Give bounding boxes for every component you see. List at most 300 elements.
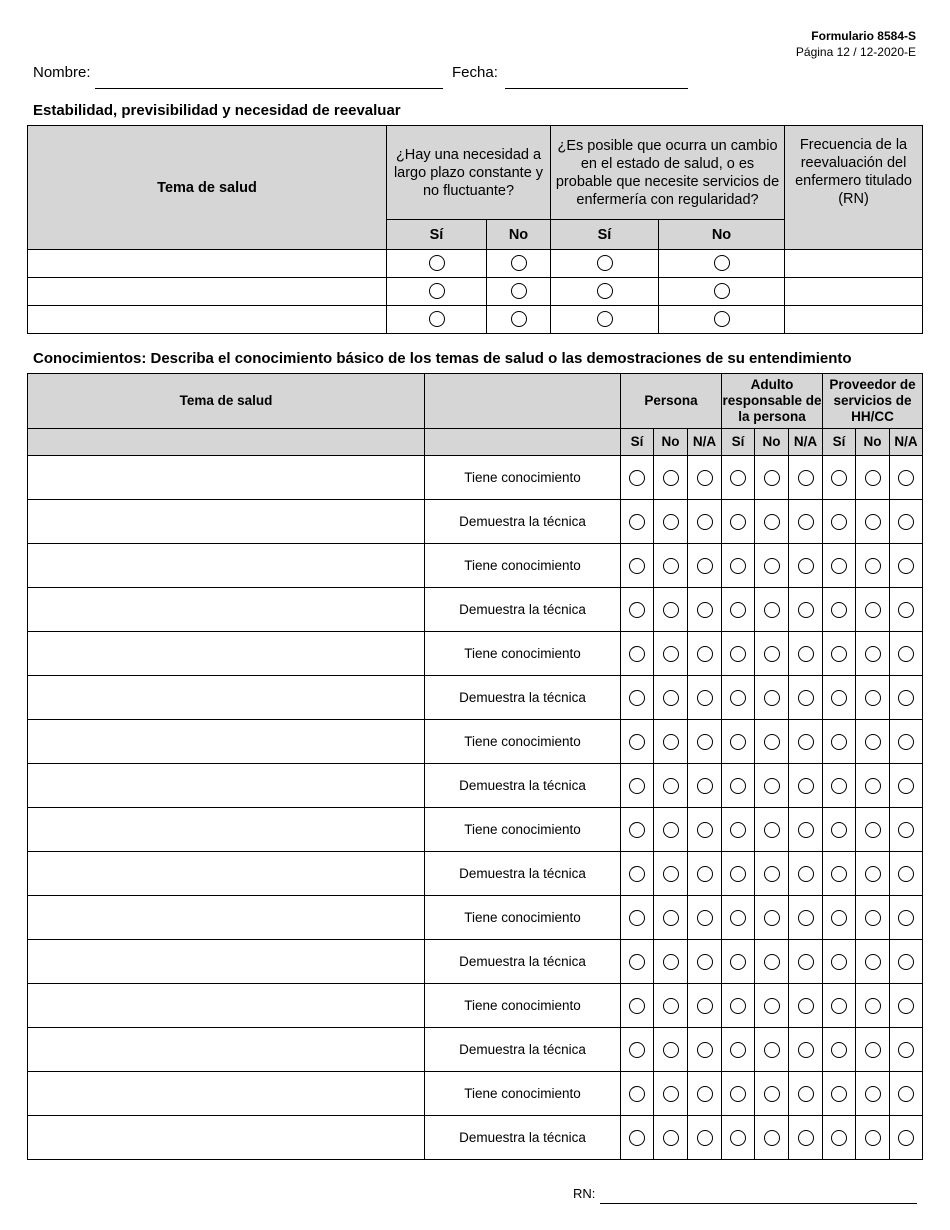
proveedor-no-radio[interactable] [865,822,881,838]
adulto-yes-cell [722,1028,755,1072]
persona-no-radio[interactable] [663,690,679,706]
q2-yes-cell [551,250,659,278]
adulto-na-cell [789,1028,823,1072]
adulto-no-cell [755,808,789,852]
persona-no-header: No [654,429,688,456]
persona-no-cell [654,544,688,588]
adulto-yes-cell [722,984,755,1028]
proveedor-no-radio[interactable] [865,646,881,662]
proveedor-no-radio[interactable] [865,998,881,1014]
proveedor-yes-radio[interactable] [831,866,847,882]
persona-na-radio[interactable] [697,1086,713,1102]
proveedor-no-radio[interactable] [865,734,881,750]
persona-na-cell [688,940,722,984]
persona-na-cell [688,1116,722,1160]
persona-no-radio[interactable] [663,1086,679,1102]
persona-na-cell [688,764,722,808]
persona-no-radio[interactable] [663,866,679,882]
q1-yes-radio[interactable] [429,283,445,299]
adulto-yes-radio[interactable] [730,954,746,970]
persona-no-radio[interactable] [663,822,679,838]
rn-signature-field[interactable] [600,1203,917,1204]
adulto-yes-radio[interactable] [730,558,746,574]
persona-yes-radio[interactable] [629,1130,645,1146]
health-topic-input[interactable] [28,764,425,808]
adulto-yes-radio[interactable] [730,778,746,794]
proveedor-na-radio[interactable] [898,470,914,486]
persona-no-cell [654,500,688,544]
health-topic-input[interactable] [28,278,387,306]
proveedor-no-radio[interactable] [865,1130,881,1146]
stability-table [27,125,923,334]
proveedor-yes-header: Sí [823,429,856,456]
adulto-yes-radio[interactable] [730,690,746,706]
persona-na-radio[interactable] [697,514,713,530]
adulto-yes-radio[interactable] [730,734,746,750]
adulto-no-radio[interactable] [764,998,780,1014]
proveedor-no-cell [856,1116,890,1160]
adulto-yes-cell [722,632,755,676]
persona-na-radio[interactable] [697,646,713,662]
persona-yes-radio[interactable] [629,602,645,618]
table-row [28,852,923,896]
proveedor-yes-radio[interactable] [831,778,847,794]
persona-no-cell [654,456,688,500]
adulto-na-cell [789,676,823,720]
persona-no-radio[interactable] [663,954,679,970]
persona-na-radio[interactable] [697,470,713,486]
adulto-yes-cell [722,940,755,984]
adulto-yes-cell [722,588,755,632]
adulto-no-cell [755,588,789,632]
row-type-label: Demuestra la técnica [425,500,621,544]
adulto-no-radio[interactable] [764,866,780,882]
adulto-no-radio[interactable] [764,734,780,750]
persona-na-radio[interactable] [697,998,713,1014]
proveedor-na-radio[interactable] [898,778,914,794]
persona-yes-radio[interactable] [629,1086,645,1102]
rn-frequency-input[interactable] [785,306,923,334]
adulto-no-radio[interactable] [764,954,780,970]
persona-yes-cell [621,764,654,808]
proveedor-na-radio[interactable] [898,1086,914,1102]
proveedor-no-radio[interactable] [865,470,881,486]
persona-no-radio[interactable] [663,558,679,574]
proveedor-yes-radio[interactable] [831,998,847,1014]
proveedor-no-radio[interactable] [865,866,881,882]
proveedor-no-radio[interactable] [865,778,881,794]
adulto-na-radio[interactable] [798,954,814,970]
persona-yes-radio[interactable] [629,470,645,486]
proveedor-na-radio[interactable] [898,1042,914,1058]
row-type-label: Tiene conocimiento [425,896,621,940]
adulto-na-radio[interactable] [798,778,814,794]
proveedor-no-cell [856,632,890,676]
proveedor-na-radio[interactable] [898,690,914,706]
persona-no-cell [654,764,688,808]
q2-no-header: No [659,220,785,250]
proveedor-no-radio[interactable] [865,954,881,970]
persona-na-cell [688,500,722,544]
proveedor-no-cell [856,764,890,808]
health-topic-input[interactable] [28,250,387,278]
persona-no-radio[interactable] [663,910,679,926]
persona-na-cell [688,544,722,588]
proveedor-na-cell [890,500,923,544]
health-topic-input[interactable] [28,984,425,1028]
proveedor-no-cell [856,588,890,632]
persona-no-cell [654,808,688,852]
proveedor-yes-radio[interactable] [831,1042,847,1058]
adulto-na-cell [789,940,823,984]
nombre-field[interactable] [95,88,443,89]
page-info: Página 12 / 12-2020-E [795,45,916,59]
adulto-no-cell [755,500,789,544]
proveedor-na-radio[interactable] [898,734,914,750]
persona-no-cell [654,940,688,984]
persona-na-radio[interactable] [697,1042,713,1058]
persona-yes-radio[interactable] [629,822,645,838]
persona-na-radio[interactable] [697,822,713,838]
adulto-yes-cell [722,852,755,896]
persona-no-radio[interactable] [663,778,679,794]
persona-no-radio[interactable] [663,602,679,618]
proveedor-yes-cell [823,588,856,632]
persona-no-cell [654,588,688,632]
adulto-yes-radio[interactable] [730,470,746,486]
proveedor-na-cell [890,1072,923,1116]
proveedor-na-radio[interactable] [898,954,914,970]
persona-no-radio[interactable] [663,514,679,530]
persona-no-radio[interactable] [663,998,679,1014]
health-topic-input[interactable] [28,1072,425,1116]
proveedor-yes-radio[interactable] [831,734,847,750]
persona-na-radio[interactable] [697,734,713,750]
adulto-na-radio[interactable] [798,514,814,530]
proveedor-yes-cell [823,896,856,940]
adulto-na-cell [789,588,823,632]
adulto-na-radio[interactable] [798,1130,814,1146]
adulto-na-radio[interactable] [798,822,814,838]
q2-no-cell [659,278,785,306]
proveedor-yes-cell [823,720,856,764]
adulto-no-radio[interactable] [764,470,780,486]
persona-na-cell [688,588,722,632]
q2-no-radio[interactable] [714,255,730,271]
proveedor-yes-radio[interactable] [831,514,847,530]
adulto-no-radio[interactable] [764,1086,780,1102]
persona-no-radio[interactable] [663,1042,679,1058]
health-topic-input[interactable] [28,1028,425,1072]
persona-yes-radio[interactable] [629,1042,645,1058]
proveedor-na-cell [890,764,923,808]
persona-yes-radio[interactable] [629,998,645,1014]
proveedor-na-cell [890,720,923,764]
adulto-yes-radio[interactable] [730,822,746,838]
adulto-yes-radio[interactable] [730,1130,746,1146]
q1-no-radio[interactable] [511,311,527,327]
proveedor-na-radio[interactable] [898,822,914,838]
adulto-na-cell [789,500,823,544]
health-topic-input[interactable] [28,544,425,588]
persona-na-cell [688,852,722,896]
proveedor-yes-cell [823,544,856,588]
persona-yes-radio[interactable] [629,910,645,926]
persona-na-cell [688,984,722,1028]
adulto-na-radio[interactable] [798,1086,814,1102]
adulto-na-header: N/A [789,429,823,456]
persona-na-radio[interactable] [697,558,713,574]
table-row [28,456,923,500]
row-type-label: Tiene conocimiento [425,808,621,852]
persona-yes-radio[interactable] [629,866,645,882]
q2-no-radio[interactable] [714,311,730,327]
proveedor-yes-radio[interactable] [831,690,847,706]
health-topic-input[interactable] [28,808,425,852]
adulto-na-radio[interactable] [798,734,814,750]
proveedor-na-radio[interactable] [898,514,914,530]
adulto-yes-radio[interactable] [730,514,746,530]
persona-yes-radio[interactable] [629,514,645,530]
adulto-no-cell [755,544,789,588]
persona-no-radio[interactable] [663,1130,679,1146]
proveedor-yes-radio[interactable] [831,646,847,662]
proveedor-yes-radio[interactable] [831,470,847,486]
persona-no-cell [654,1072,688,1116]
proveedor-yes-radio[interactable] [831,954,847,970]
persona-yes-cell [621,500,654,544]
persona-yes-radio[interactable] [629,690,645,706]
adulto-na-radio[interactable] [798,866,814,882]
q2-no-cell [659,306,785,334]
form-identifier [796,28,916,60]
adulto-no-radio[interactable] [764,558,780,574]
adulto-na-radio[interactable] [798,910,814,926]
adulto-na-radio[interactable] [798,646,814,662]
proveedor-na-cell [890,588,923,632]
row-type-label: Tiene conocimiento [425,456,621,500]
persona-no-radio[interactable] [663,734,679,750]
adulto-na-cell [789,808,823,852]
proveedor-yes-cell [823,940,856,984]
persona-na-cell [688,720,722,764]
health-topic-input[interactable] [28,676,425,720]
rn-label: RN: [573,1186,596,1201]
health-topic-input[interactable] [28,456,425,500]
persona-yes-cell [621,984,654,1028]
persona-na-cell [688,896,722,940]
proveedor-no-radio[interactable] [865,1042,881,1058]
adulto-na-radio[interactable] [798,470,814,486]
persona-no-radio[interactable] [663,646,679,662]
health-topic-input[interactable] [28,720,425,764]
adulto-na-cell [789,896,823,940]
persona-yes-radio[interactable] [629,558,645,574]
proveedor-no-radio[interactable] [865,910,881,926]
persona-yes-cell [621,1028,654,1072]
adulto-yes-radio[interactable] [730,1086,746,1102]
adulto-no-header: No [755,429,789,456]
proveedor-no-radio[interactable] [865,602,881,618]
row-type-label: Demuestra la técnica [425,940,621,984]
proveedor-no-radio[interactable] [865,558,881,574]
row-type-label: Demuestra la técnica [425,1116,621,1160]
q2-yes-cell [551,278,659,306]
q2-yes-radio[interactable] [597,311,613,327]
persona-na-radio[interactable] [697,910,713,926]
knowledge-table [27,373,923,1160]
proveedor-na-radio[interactable] [898,558,914,574]
health-topic-input[interactable] [28,852,425,896]
col-type [425,374,621,429]
adulto-na-cell [789,720,823,764]
adulto-na-radio[interactable] [798,998,814,1014]
health-topic-input[interactable] [28,588,425,632]
proveedor-na-radio[interactable] [898,602,914,618]
persona-yes-cell [621,720,654,764]
persona-na-radio[interactable] [697,778,713,794]
proveedor-no-cell [856,984,890,1028]
persona-no-cell [654,632,688,676]
adulto-yes-radio[interactable] [730,646,746,662]
proveedor-na-cell [890,1116,923,1160]
proveedor-yes-radio[interactable] [831,910,847,926]
adulto-yes-cell [722,500,755,544]
q1-yes-radio[interactable] [429,311,445,327]
adulto-no-radio[interactable] [764,690,780,706]
adulto-na-radio[interactable] [798,558,814,574]
proveedor-yes-cell [823,500,856,544]
persona-no-radio[interactable] [663,470,679,486]
proveedor-no-radio[interactable] [865,1086,881,1102]
proveedor-na-radio[interactable] [898,646,914,662]
adulto-yes-cell [722,764,755,808]
fecha-field[interactable] [505,88,688,89]
adulto-no-radio[interactable] [764,646,780,662]
col-long-term-need: ¿Hay una necesidad a largo plazo constante y no fluctuante? [387,126,551,220]
proveedor-no-radio[interactable] [865,690,881,706]
health-topic-input[interactable] [28,632,425,676]
group-adulto: Adulto responsable de la persona [722,374,823,429]
proveedor-yes-radio[interactable] [831,1130,847,1146]
adulto-yes-cell [722,896,755,940]
table-row [28,896,923,940]
table-row [28,984,923,1028]
health-topic-input[interactable] [28,940,425,984]
table-row [28,1028,923,1072]
proveedor-no-header: No [856,429,890,456]
persona-na-radio[interactable] [697,954,713,970]
adulto-yes-radio[interactable] [730,998,746,1014]
table-row [28,808,923,852]
proveedor-yes-radio[interactable] [831,602,847,618]
health-topic-input[interactable] [28,500,425,544]
row-type-label: Demuestra la técnica [425,676,621,720]
q1-no-cell [487,306,551,334]
proveedor-na-radio[interactable] [898,1130,914,1146]
adulto-yes-radio[interactable] [730,866,746,882]
proveedor-yes-radio[interactable] [831,1086,847,1102]
adulto-no-radio[interactable] [764,1042,780,1058]
persona-yes-cell [621,632,654,676]
rn-frequency-input[interactable] [785,278,923,306]
adulto-yes-radio[interactable] [730,910,746,926]
adulto-yes-radio[interactable] [730,1042,746,1058]
proveedor-no-radio[interactable] [865,514,881,530]
adulto-na-radio[interactable] [798,690,814,706]
persona-yes-radio[interactable] [629,954,645,970]
q2-yes-radio[interactable] [597,283,613,299]
q2-no-radio[interactable] [714,283,730,299]
q2-yes-radio[interactable] [597,255,613,271]
adulto-no-radio[interactable] [764,822,780,838]
q1-no-radio[interactable] [511,283,527,299]
adulto-no-radio[interactable] [764,1130,780,1146]
persona-yes-radio[interactable] [629,778,645,794]
persona-yes-cell [621,852,654,896]
proveedor-no-cell [856,852,890,896]
rn-frequency-input[interactable] [785,250,923,278]
adulto-na-radio[interactable] [798,1042,814,1058]
persona-na-cell [688,632,722,676]
persona-yes-cell [621,676,654,720]
persona-na-radio[interactable] [697,1130,713,1146]
adulto-na-cell [789,1072,823,1116]
adulto-no-radio[interactable] [764,514,780,530]
table-row [28,764,923,808]
proveedor-yes-radio[interactable] [831,822,847,838]
proveedor-no-cell [856,456,890,500]
proveedor-yes-cell [823,764,856,808]
persona-yes-cell [621,940,654,984]
q1-no-radio[interactable] [511,255,527,271]
adulto-na-cell [789,632,823,676]
adulto-no-radio[interactable] [764,910,780,926]
persona-no-cell [654,720,688,764]
proveedor-no-cell [856,808,890,852]
adulto-no-radio[interactable] [764,602,780,618]
adulto-no-cell [755,896,789,940]
adulto-yes-radio[interactable] [730,602,746,618]
persona-yes-radio[interactable] [629,646,645,662]
adulto-na-cell [789,1116,823,1160]
subheader-blank [28,429,425,456]
persona-na-radio[interactable] [697,690,713,706]
q1-no-header: No [487,220,551,250]
adulto-no-cell [755,632,789,676]
proveedor-yes-radio[interactable] [831,558,847,574]
q1-yes-radio[interactable] [429,255,445,271]
health-topic-input[interactable] [28,896,425,940]
proveedor-na-radio[interactable] [898,866,914,882]
health-topic-input[interactable] [28,1116,425,1160]
adulto-no-cell [755,1028,789,1072]
persona-na-radio[interactable] [697,866,713,882]
group-persona: Persona [621,374,722,429]
proveedor-na-radio[interactable] [898,910,914,926]
proveedor-na-radio[interactable] [898,998,914,1014]
persona-na-radio[interactable] [697,602,713,618]
persona-yes-radio[interactable] [629,734,645,750]
health-topic-input[interactable] [28,306,387,334]
adulto-na-radio[interactable] [798,602,814,618]
section2-title: Conocimientos: Describa el conocimiento básico de los temas de salud o las demostraciones de su entendimiento [33,350,852,367]
row-type-label: Tiene conocimiento [425,544,621,588]
proveedor-yes-cell [823,632,856,676]
adulto-no-radio[interactable] [764,778,780,794]
adulto-yes-cell [722,676,755,720]
persona-na-cell [688,1072,722,1116]
